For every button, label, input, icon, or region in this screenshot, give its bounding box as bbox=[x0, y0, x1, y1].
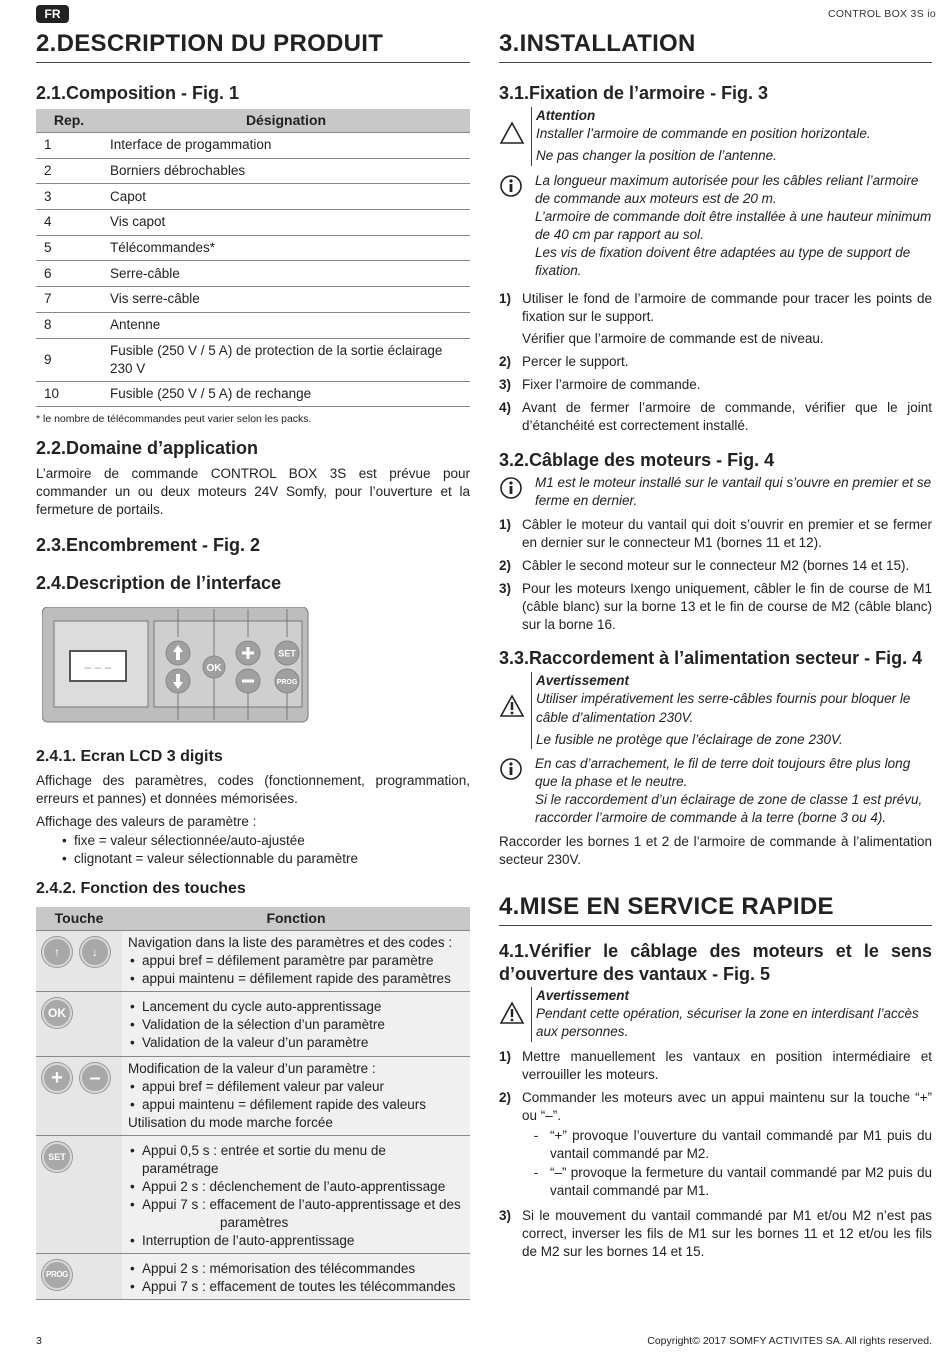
cell-designation: Interface de progammation bbox=[102, 133, 470, 159]
column-header-designation: Désignation bbox=[102, 109, 470, 132]
interface-prog-button bbox=[275, 669, 299, 693]
cell-designation: Capot bbox=[102, 184, 470, 210]
table-row bbox=[36, 338, 470, 381]
cell-designation: Vis serre-câble bbox=[102, 287, 470, 313]
cell-rep: 3 bbox=[36, 184, 102, 210]
table-row bbox=[36, 381, 470, 407]
list-item: • Interruption de l’auto-apprentissage bbox=[128, 1232, 464, 1250]
list-item: 1) Mettre manuellement les vantaux en position intermédiaire et verrouiller les moteurs. bbox=[499, 1048, 932, 1082]
heading-domaine: 2.2.Domaine d’application bbox=[36, 438, 259, 459]
table-row bbox=[36, 210, 470, 236]
notice-line: Le fusible ne protège que l’éclairage de zone 230V. bbox=[536, 731, 843, 747]
table-row bbox=[36, 1135, 470, 1253]
interface-up-icon bbox=[166, 641, 190, 665]
cell-rep: 5 bbox=[36, 235, 102, 261]
info-icon bbox=[499, 474, 531, 510]
interface-ok-button bbox=[203, 656, 225, 678]
info-icon bbox=[499, 755, 531, 827]
cell-designation: Fusible (250 V / 5 A) de protection de la sortie éclairage 230 V bbox=[102, 338, 470, 381]
list-item: • clignotant = valeur sélectionnable du paramètre bbox=[60, 850, 470, 868]
cablage-steps bbox=[499, 516, 932, 634]
set-icon: SET bbox=[42, 1142, 72, 1172]
cell-rep: 2 bbox=[36, 158, 102, 184]
notice-head: Avertissement bbox=[536, 988, 630, 1004]
warning-triangle-icon bbox=[499, 107, 531, 165]
list-item: • Appui 7 s : effacement de l’auto-apprentissage et des paramètres bbox=[128, 1196, 464, 1232]
interface-figure bbox=[42, 607, 470, 732]
list-item: - “–” provoque la fermeture du vantail commandé par M2 puis du vantail commandé par M1. bbox=[533, 1165, 932, 1199]
table-row bbox=[36, 261, 470, 287]
warning-notice bbox=[499, 672, 932, 748]
table-row bbox=[36, 158, 470, 184]
list-item: • Validation de la sélection d’un paramètre bbox=[128, 1016, 464, 1034]
list-item-continuation: paramètres bbox=[220, 1215, 289, 1231]
list-item: • appui maintenu = défilement rapide des valeurs bbox=[128, 1096, 464, 1114]
heading-touches: 2.4.2. Fonction des touches bbox=[36, 879, 246, 897]
interface-plus-icon bbox=[236, 641, 260, 665]
heading-verifier: 4.1.Vérifier le câblage des moteurs et le sens d’ouverture des vantaux - Fig. 5 bbox=[499, 941, 932, 984]
list-item: • Appui 2 s : mémorisation des télécommandes bbox=[128, 1260, 464, 1278]
verifier-steps bbox=[499, 1048, 932, 1262]
paragraph-domaine: L’armoire de commande CONTROL BOX 3S est prévue pour commander un ou deux moteurs 24V Somfy, pour l’ouverture et la fermeture de portails. bbox=[36, 465, 470, 517]
list-item: • appui maintenu = défilement rapide des paramètres bbox=[128, 970, 464, 988]
table-row bbox=[36, 133, 470, 159]
table-row bbox=[36, 184, 470, 210]
info-notice bbox=[499, 172, 932, 280]
notice-head: Avertissement bbox=[536, 673, 630, 689]
list-item: 1) Utiliser le fond de l’armoire de commande pour tracer les points de fixation sur le support. Vérifier que l’armoire de commande est de niveau. bbox=[499, 290, 932, 347]
list-item: • Validation de la valeur d’un paramètre bbox=[128, 1034, 464, 1052]
list-item: 3) Pour les moteurs Ixengo uniquement, câbler le fin de course de M1 (câble blanc) sur la borne 13 et le fin de course de M2 (câble blanc) sur la borne 16. bbox=[499, 581, 932, 633]
cell-designation: Vis capot bbox=[102, 210, 470, 236]
paragraph-lcd-values: Affichage des valeurs de paramètre : bbox=[36, 813, 257, 829]
table-row bbox=[36, 235, 470, 261]
info-notice bbox=[499, 755, 932, 827]
warning-notice bbox=[499, 987, 932, 1041]
interface-down-icon bbox=[166, 669, 190, 693]
attention-notice bbox=[499, 107, 932, 165]
heading-interface: 2.4.Description de l’interface bbox=[36, 572, 282, 593]
fixation-steps bbox=[499, 290, 932, 436]
svg-text:OK: OK bbox=[206, 662, 222, 674]
list-item: 3) Si le mouvement du vantail commandé par M1 et/ou M2 n’est pas correct, inverser les fils de M1 sur les bornes 11 et 12 et/ou les fils de M2 sur les bornes 14 et 15. bbox=[499, 1208, 932, 1260]
list-item: • Appui 7 s : effacement de toutes les télécommandes bbox=[128, 1278, 464, 1296]
ok-icon: OK bbox=[42, 998, 72, 1028]
info-notice bbox=[499, 474, 932, 510]
cell-rep: 10 bbox=[36, 381, 102, 407]
notice-line: En cas d’arrachement, le fil de terre doit toujours être plus long que la phase et le neutre. bbox=[535, 755, 911, 789]
cell-designation: Serre-câble bbox=[102, 261, 470, 287]
list-item: 2) Commander les moteurs avec un appui maintenu sur la touche “+” ou “–”. - “+” provoque l’ouverture du vantail commandé par M1 puis du vantail commandé par M2. - “–” provoque la fermeture du vantail commandé par M2 puis du vantail commandé par M1. bbox=[499, 1089, 932, 1201]
cell-rep: 6 bbox=[36, 261, 102, 287]
cell-designation: Fusible (250 V / 5 A) de rechange bbox=[102, 381, 470, 407]
cell-rep: 9 bbox=[36, 338, 102, 381]
cell-designation: Borniers débrochables bbox=[102, 158, 470, 184]
minus-icon: – bbox=[80, 1063, 110, 1093]
touch-function-table bbox=[36, 907, 470, 1300]
page-number: 3 bbox=[36, 1335, 42, 1347]
svg-text:PROG: PROG bbox=[276, 678, 298, 686]
footnote: * le nombre de télécommandes peut varier selon les packs. bbox=[36, 413, 312, 426]
cell-designation: Antenne bbox=[102, 312, 470, 338]
list-item: • appui bref = défilement paramètre par paramètre bbox=[128, 952, 464, 970]
table-row bbox=[36, 1056, 470, 1135]
cell-designation: Télécommandes* bbox=[102, 235, 470, 261]
lcd-display: – – – bbox=[84, 659, 112, 674]
column-header-rep: Rep. bbox=[36, 109, 102, 132]
section-title-description: 2.DESCRIPTION DU PRODUIT bbox=[36, 28, 470, 63]
cell-rep: 8 bbox=[36, 312, 102, 338]
prog-icon: PROG bbox=[42, 1260, 72, 1290]
paragraph-lcd: Affichage des paramètres, codes (fonctionnement, programmation, erreurs et pannes) et données mémorisées. bbox=[36, 772, 470, 806]
up-arrow-icon: ↑ bbox=[42, 937, 72, 967]
warning-exclamation-icon bbox=[499, 987, 531, 1041]
document-title: CONTROL BOX 3S io bbox=[828, 8, 936, 20]
heading-composition: 2.1.Composition - Fig. 1 bbox=[36, 83, 240, 104]
notice-line: Les vis de fixation doivent être adaptées au type de support de fixation. bbox=[535, 244, 911, 278]
paragraph-raccordement: Raccorder les bornes 1 et 2 de l’armoire de commande à l’alimentation secteur 230V. bbox=[499, 833, 932, 868]
interface-set-button bbox=[275, 641, 299, 665]
list-item: 2) Câbler le second moteur sur le connecteur M2 (bornes 14 et 15). bbox=[499, 557, 910, 573]
list-item: 4) Avant de fermer l’armoire de commande, vérifier que le joint d’étanchéité est correctement installé. bbox=[499, 400, 932, 434]
list-item: • Lancement du cycle auto-apprentissage bbox=[128, 998, 464, 1016]
table-row bbox=[36, 931, 470, 992]
heading-cablage: 3.2.Câblage des moteurs - Fig. 4 bbox=[499, 449, 775, 470]
list-item: • appui bref = défilement valeur par valeur bbox=[128, 1078, 464, 1096]
table-row bbox=[36, 312, 470, 338]
row-intro: Modification de la valeur d’un paramètre : bbox=[128, 1060, 376, 1076]
table-row bbox=[36, 287, 470, 313]
notice-line: Utiliser impérativement les serre-câbles fournis pour bloquer le câble d’alimentation 230V. bbox=[536, 691, 911, 725]
notice-head: Attention bbox=[536, 108, 596, 124]
cell-rep: 4 bbox=[36, 210, 102, 236]
notice-line: Pendant cette opération, sécuriser la zone en interdisant l’accès aux personnes. bbox=[536, 1006, 919, 1040]
notice-line: Ne pas changer la position de l’antenne. bbox=[536, 148, 777, 164]
column-header-touche: Touche bbox=[36, 907, 122, 930]
notice-line: La longueur maximum autorisée pour les câbles reliant l’armoire de commande aux moteurs est de 20 m. bbox=[535, 172, 919, 206]
table-row bbox=[36, 1254, 470, 1300]
copyright: Copyright© 2017 SOMFY ACTIVITES SA. All rights reserved. bbox=[647, 1335, 932, 1347]
heading-encombrement: 2.3.Encombrement - Fig. 2 bbox=[36, 534, 261, 555]
down-arrow-icon: ↓ bbox=[80, 937, 110, 967]
list-item: • fixe = valeur sélectionnée/auto-ajustée bbox=[60, 832, 470, 850]
heading-fixation: 3.1.Fixation de l’armoire - Fig. 3 bbox=[499, 83, 769, 104]
right-column bbox=[499, 28, 932, 1266]
section-title-installation: 3.INSTALLATION bbox=[499, 28, 932, 63]
notice-line: M1 est le moteur installé sur le vantail qui s’ouvre en premier et se ferme en dernier. bbox=[535, 474, 932, 508]
cell-rep: 1 bbox=[36, 133, 102, 159]
plus-icon: + bbox=[42, 1063, 72, 1093]
list-item: - “+” provoque l’ouverture du vantail commandé par M1 puis du vantail commandé par M2. bbox=[533, 1127, 932, 1161]
left-column bbox=[36, 28, 470, 1300]
interface-minus-icon bbox=[236, 669, 260, 693]
column-header-fonction: Fonction bbox=[122, 907, 470, 930]
list-item: 2) Percer le support. bbox=[499, 354, 629, 370]
heading-lcd: 2.4.1. Ecran LCD 3 digits bbox=[36, 748, 223, 766]
heading-raccordement: 3.3.Raccordement à l’alimentation secteur - Fig. 4 bbox=[499, 648, 923, 669]
list-item: 1) Câbler le moteur du vantail qui doit s’ouvrir en premier et se fermer en dernier sur le connecteur M1 (bornes 11 et 12). bbox=[499, 516, 932, 550]
list-item: 3) Fixer l’armoire de commande. bbox=[499, 377, 701, 393]
notice-line: Installer l’armoire de commande en position horizontale. bbox=[536, 126, 871, 142]
list-item: • Appui 0,5 s : entrée et sortie du menu de paramétrage bbox=[128, 1142, 464, 1178]
lcd-value-list bbox=[60, 832, 470, 868]
section-title-mise-en-service: 4.MISE EN SERVICE RAPIDE bbox=[499, 891, 932, 926]
composition-table bbox=[36, 109, 470, 407]
svg-text:SET: SET bbox=[278, 648, 296, 659]
notice-line: Si le raccordement d’un éclairage de zone de classe 1 est prévu, raccorder l’armoire de commande à la terre (borne 3 ou 4). bbox=[535, 791, 923, 825]
cell-rep: 7 bbox=[36, 287, 102, 313]
row-outro: Utilisation du mode marche forcée bbox=[128, 1114, 333, 1130]
row-intro: Navigation dans la liste des paramètres et des codes : bbox=[128, 935, 453, 951]
table-row bbox=[36, 992, 470, 1056]
warning-exclamation-icon bbox=[499, 672, 531, 748]
list-item: • Appui 2 s : déclenchement de l’auto-apprentissage bbox=[128, 1178, 464, 1196]
language-badge: FR bbox=[36, 5, 69, 23]
notice-line: L’armoire de commande doit être installée à une hauteur minimum de 40 cm par rapport au sol. bbox=[535, 208, 932, 242]
info-icon bbox=[499, 172, 531, 280]
